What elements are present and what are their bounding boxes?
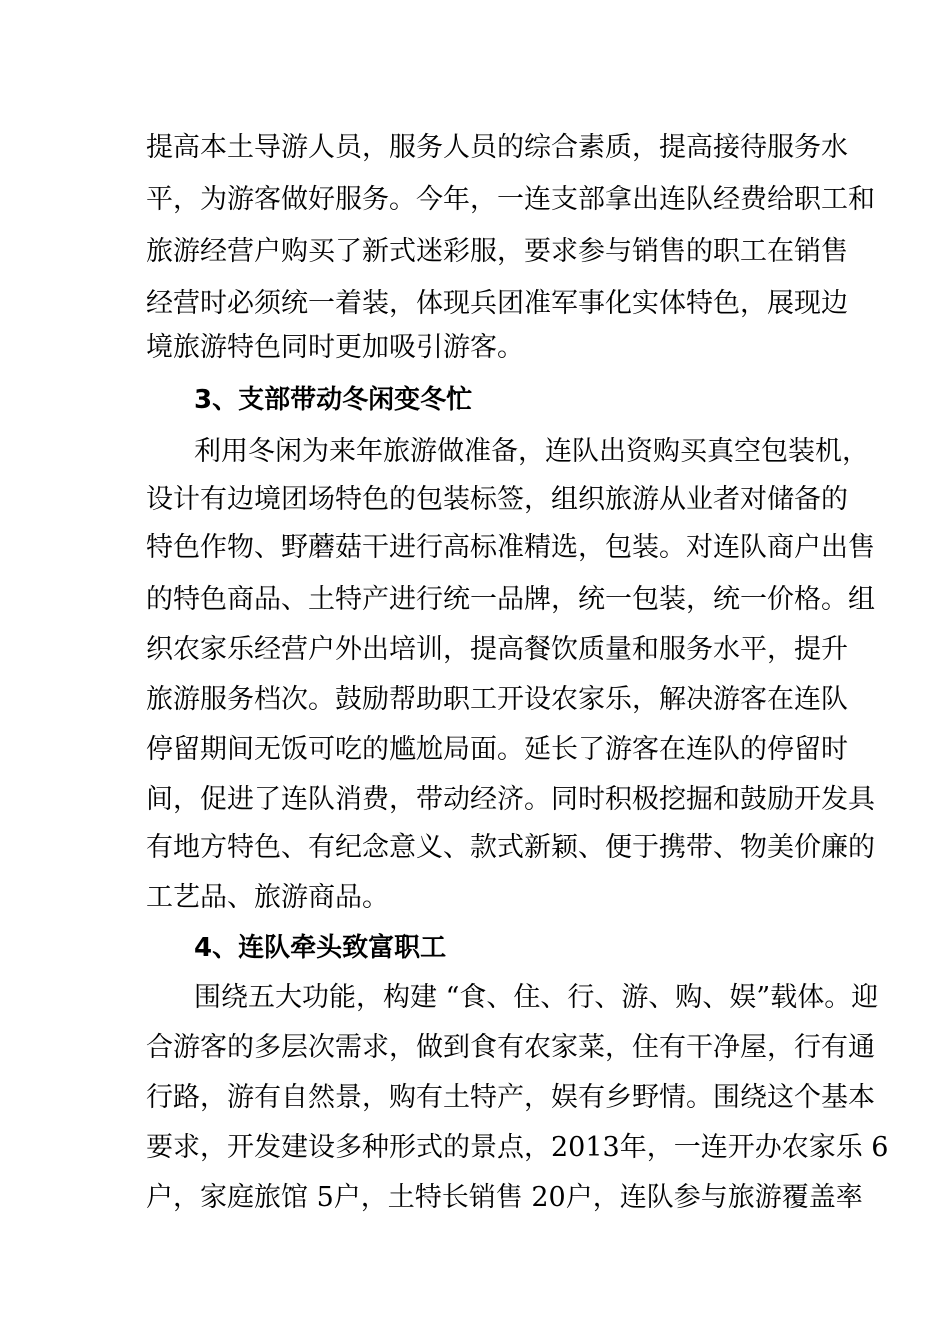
paragraph-2-line-7: 停留期间无饭可吃的尴尬局面。延长了游客在连队的停留时 (146, 734, 848, 765)
paragraph-2-line-9: 有地方特色、有纪念意义、款式新颖、便于携带、物美价廉的 (146, 832, 875, 863)
paragraph-1-line-2: 平，为游客做好服务。今年，一连支部拿出连队经费给职工和 (146, 184, 875, 215)
paragraph-1-line-3: 旅游经营户购买了新式迷彩服，要求参与销售的职工在销售 (146, 236, 848, 267)
paragraph-2-line-8: 间，促进了连队消费，带动经济。同时积极挖掘和鼓励开发具 (146, 784, 875, 815)
paragraph-2-line-6: 旅游服务档次。鼓励帮助职工开设农家乐，解决游客在连队 (146, 684, 848, 715)
paragraph-2-line-3: 特色作物、野蘑菇干进行高标准精选，包装。对连队商户出售 (146, 532, 875, 563)
paragraph-2-line-4: 的特色商品、土特产进行统一品牌，统一包装，统一价格。组 (146, 584, 875, 615)
paragraph-2-line-5: 织农家乐经营户外出培训，提高餐饮质量和服务水平，提升 (146, 634, 848, 665)
paragraph-3-line-1: 围绕五大功能，构建 “食、住、行、游、购、娱”载体。迎 (194, 982, 879, 1013)
paragraph-1-line-5: 境旅游特色同时更加吸引游客。 (146, 332, 524, 363)
paragraph-2-line-10: 工艺品、旅游商品。 (146, 882, 389, 913)
paragraph-3-line-3: 行路，游有自然景，购有土特产，娱有乡野情。围绕这个基本 (146, 1082, 875, 1113)
paragraph-2-line-1: 利用冬闲为来年旅游做准备，连队出资购买真空包装机， (194, 436, 869, 467)
section-heading-3: 3、支部带动冬闲变冬忙 (194, 385, 473, 415)
paragraph-3-line-5: 户，家庭旅馆 5户，土特长销售 20户，连队参与旅游覆盖率 (146, 1182, 863, 1213)
paragraph-3-line-2: 合游客的多层次需求，做到食有农家菜，住有干净屋，行有通 (146, 1032, 875, 1063)
paragraph-3-line-4: 要求，开发建设多种形式的景点，2013年，一连开办农家乐 6 (146, 1132, 889, 1163)
paragraph-1-line-4: 经营时必须统一着装，体现兵团准军事化实体特色，展现边 (146, 288, 848, 319)
paragraph-2-line-2: 设计有边境团场特色的包装标签，组织旅游从业者对储备的 (146, 484, 848, 515)
section-heading-4: 4、连队牵头致富职工 (194, 933, 447, 963)
paragraph-1-line-1: 提高本土导游人员，服务人员的综合素质，提高接待服务水 (146, 132, 848, 163)
